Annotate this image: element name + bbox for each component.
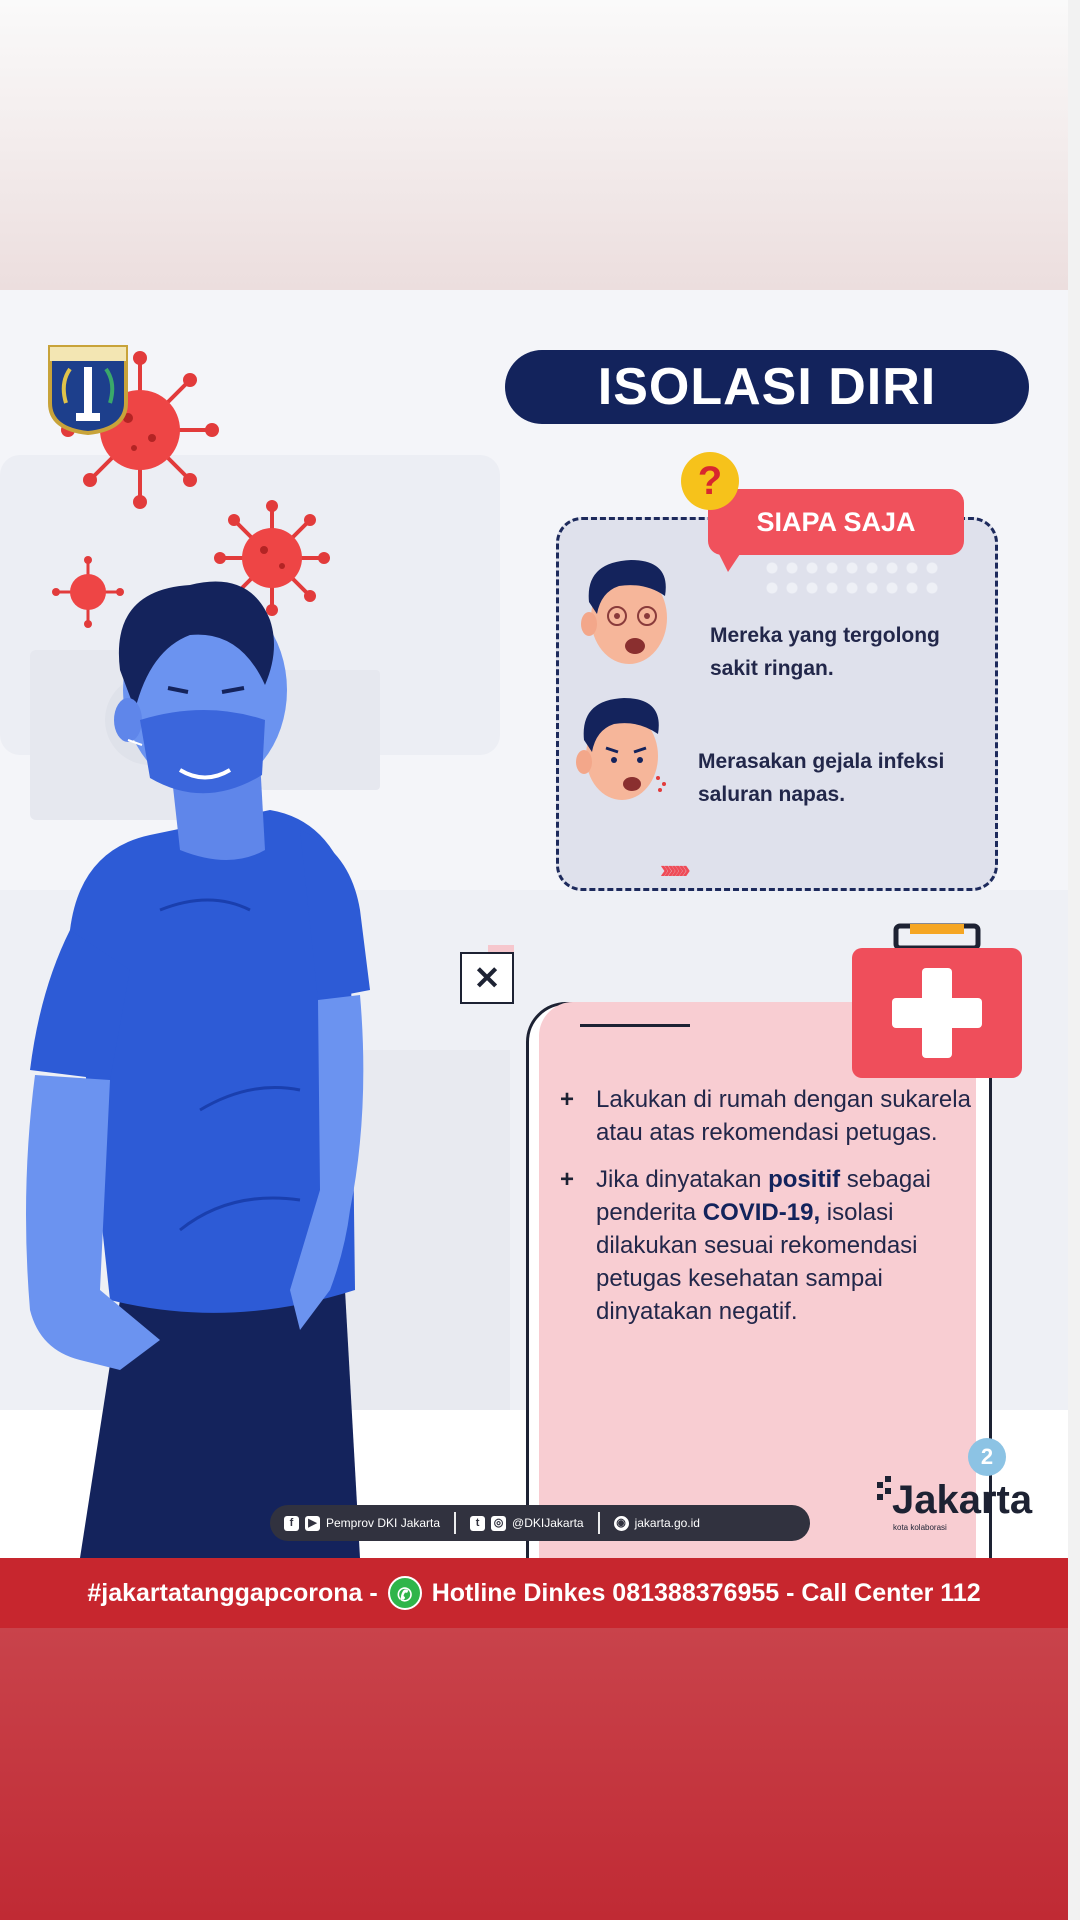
page-title: ISOLASI DIRI: [597, 358, 937, 416]
action-text-positive: positif: [768, 1166, 841, 1193]
action-item-positive-case: [556, 1163, 976, 1328]
facebook-icon: f: [284, 1516, 299, 1531]
close-icon: ✕: [460, 952, 514, 1004]
decorative-dot-grid: [762, 558, 942, 602]
top-blurred-band: [0, 0, 1080, 290]
coughing-face-icon: [572, 690, 672, 810]
instagram-icon: ◎: [491, 1516, 506, 1531]
question-mark-icon: ?: [681, 452, 739, 510]
action-text-covid: COVID-19,: [702, 1199, 821, 1226]
who-tag-label: SIAPA SAJA: [756, 506, 916, 537]
social-separator: [454, 1512, 456, 1534]
title-banner: [505, 350, 1029, 424]
footer-banner: [0, 1558, 1068, 1628]
footer-hotline: Hotline Dinkes 081388376955 - Call Center 112: [431, 1578, 981, 1607]
action-list: [556, 1083, 976, 1342]
footer-hashtag: #jakartatanggapcorona -: [87, 1578, 378, 1607]
globe-icon: ◉: [614, 1516, 629, 1531]
social-web-label: jakarta.go.id: [634, 1516, 700, 1530]
action-item-home-isolation: [556, 1083, 976, 1149]
action-text-pre: Jika dinyatakan: [596, 1166, 769, 1193]
social-twitter-instagram[interactable]: [456, 1516, 598, 1531]
page-number-badge: 2: [968, 1438, 1006, 1476]
sick-face-icon: [575, 552, 675, 672]
action-text: Lakukan di rumah dengan sukarela atau atas rekomendasi petugas.: [596, 1086, 971, 1146]
whatsapp-icon: ✆: [388, 1576, 422, 1610]
chevrons-decoration: ›››››››: [660, 854, 686, 884]
action-text-mid: sebagai penderita: [596, 1166, 931, 1226]
jakarta-emblem-icon: [46, 343, 130, 435]
social-facebook-label: Pemprov DKI Jakarta: [326, 1516, 441, 1530]
social-web[interactable]: [600, 1516, 714, 1531]
jakarta-logo-subtitle: kota kolaborasi: [893, 1523, 947, 1532]
plus-icon: +: [560, 1086, 575, 1113]
isolation-poster: [0, 290, 1068, 1628]
twitter-icon: t: [470, 1516, 485, 1531]
jakarta-logo-word: Jakarta: [892, 1478, 1033, 1522]
social-twitter-label: @DKIJakarta: [512, 1516, 584, 1530]
who-item-mild-illness: Mereka yang tergolong sakit ringan.: [710, 624, 940, 680]
right-edge-strip: [1068, 0, 1080, 1920]
who-item-respiratory-symptoms: Merasakan gejala infeksi saluran napas.: [698, 750, 945, 806]
bottom-blurred-band: [0, 1628, 1080, 1920]
who-tag: [708, 489, 964, 555]
social-separator: [598, 1512, 600, 1534]
first-aid-kit-icon: [852, 922, 1022, 1082]
youtube-icon: ▶: [305, 1516, 320, 1531]
plus-icon: +: [560, 1166, 575, 1193]
action-text-post: isolasi dilakukan sesuai rekomendasi petugas kesehatan sampai dinyatakan negatif.: [596, 1199, 918, 1325]
social-bar: [270, 1505, 810, 1541]
action-card-divider: [580, 1024, 690, 1027]
social-facebook-youtube[interactable]: [270, 1516, 454, 1531]
